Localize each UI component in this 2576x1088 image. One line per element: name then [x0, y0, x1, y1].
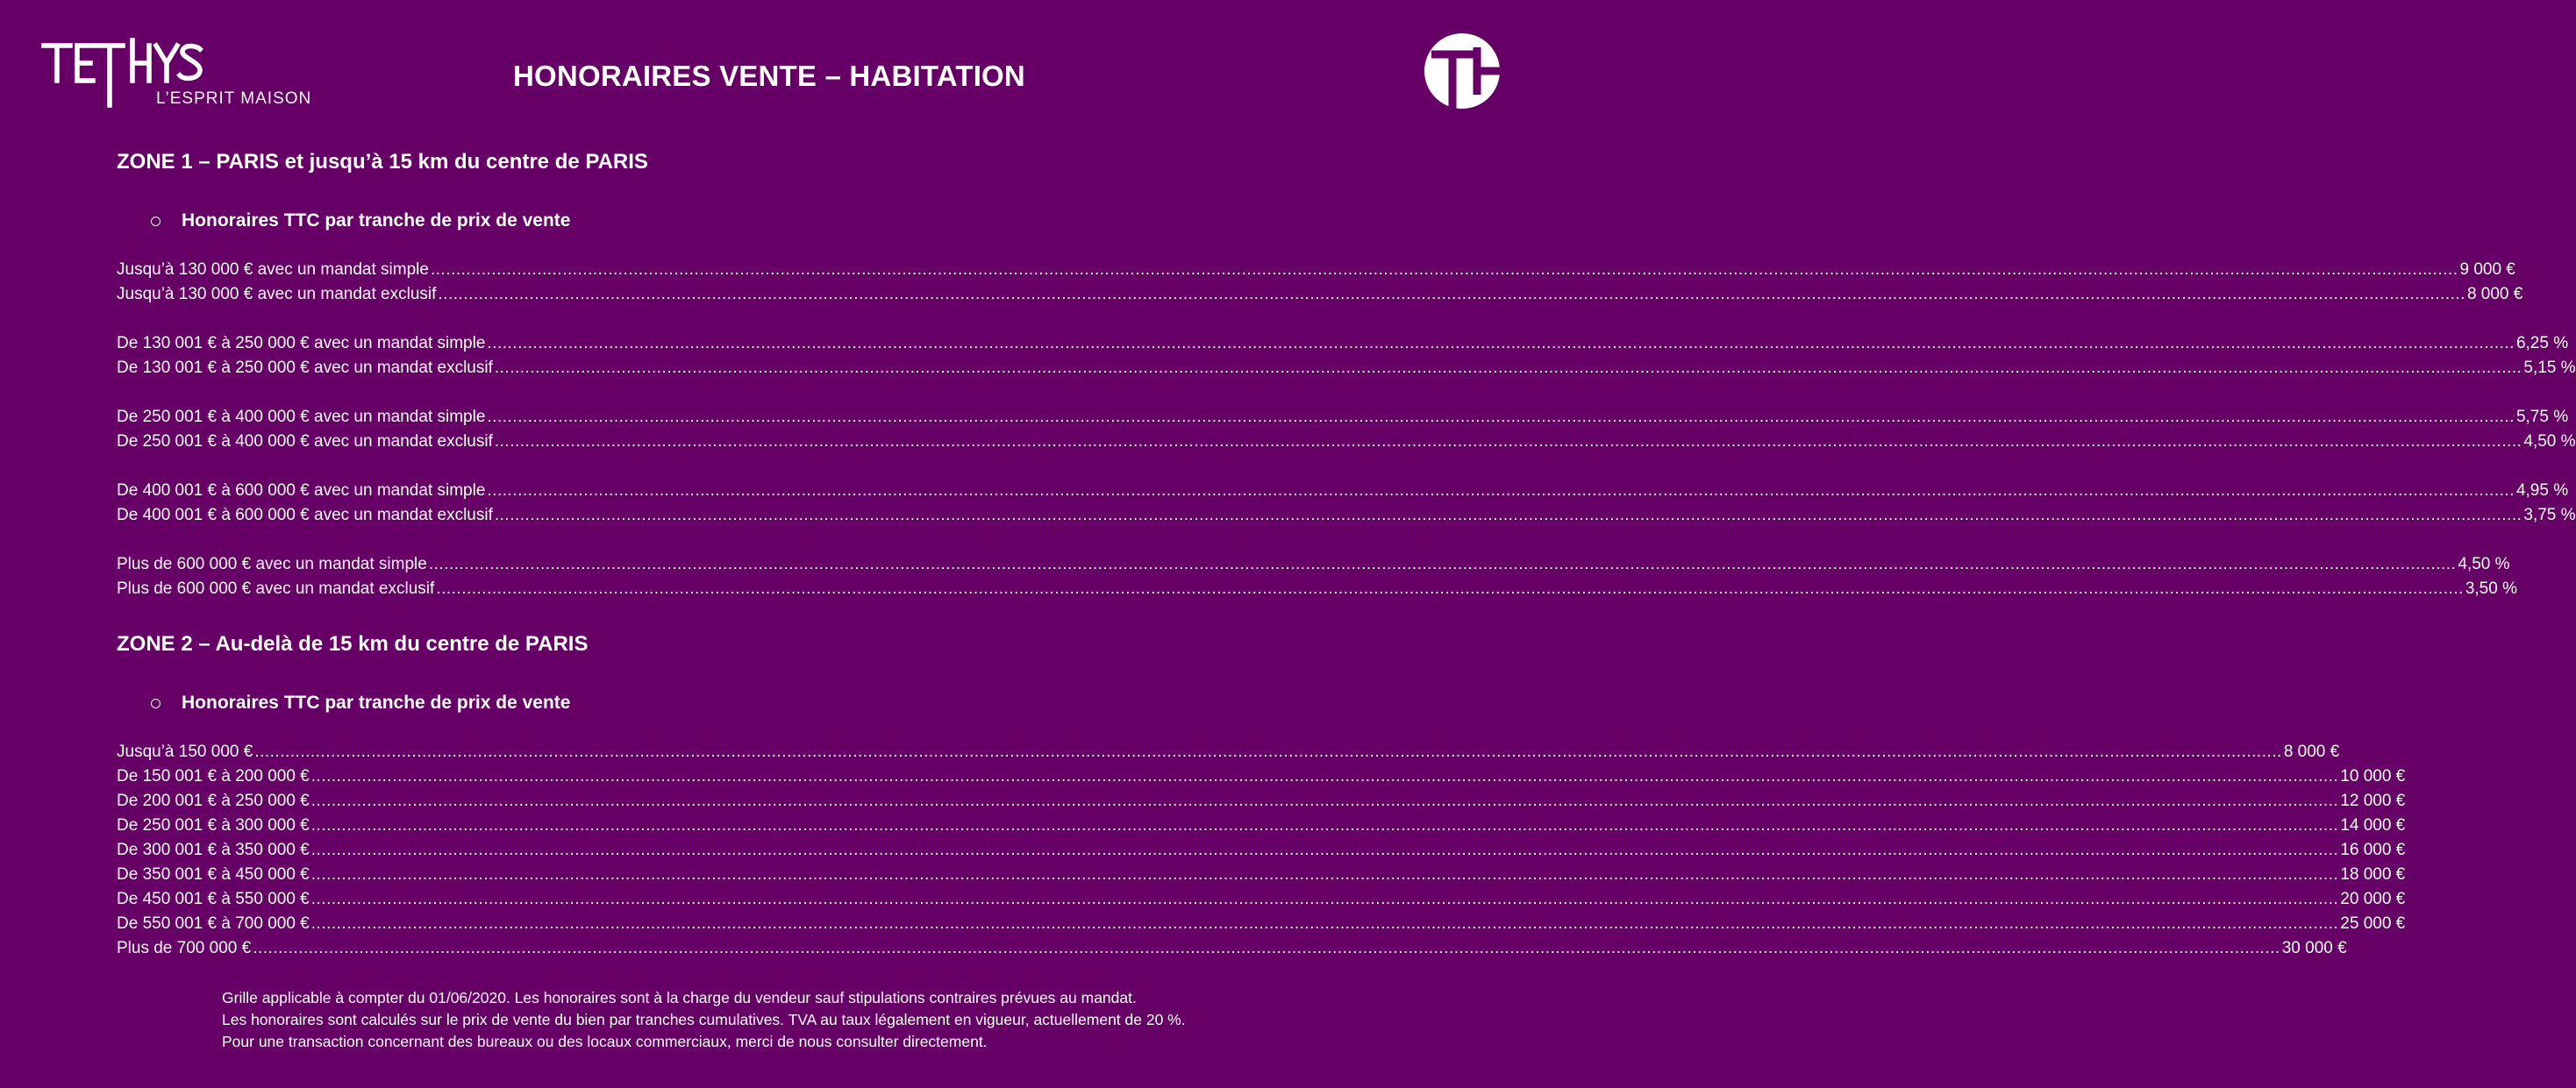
fee-row	[117, 841, 2406, 864]
fee-value: 3,75 %	[2523, 506, 2576, 524]
fee-range-label: Plus de 600 000 € avec un mandat simple	[117, 555, 427, 573]
dot-leader: ................................................................................................................................................................................................................................................................................................................................................................................................................	[487, 334, 2515, 352]
dot-leader: ................................................................................................................................................................................................................................................................................................................................................................................................................	[430, 260, 2458, 279]
bullet-circle-icon	[151, 217, 161, 226]
fee-range-label: De 250 001 € à 300 000 €	[117, 816, 310, 835]
fee-range-label: De 250 001 € à 400 000 € avec un mandat simple	[117, 408, 486, 426]
fee-value: 10 000 €	[2340, 767, 2406, 786]
dot-leader: ................................................................................................................................................................................................................................................................................................................................................................................................................	[436, 580, 2464, 598]
zone2-subheading	[151, 693, 570, 714]
footer-line: Pour une transaction concernant des bureaux ou des locaux commerciaux, merci de nous consulter directement.	[222, 1033, 988, 1050]
fee-value: 6,25 %	[2515, 334, 2569, 352]
dot-leader: ................................................................................................................................................................................................................................................................................................................................................................................................................	[253, 939, 2280, 957]
brand-tagline: L’ESPRIT MAISON	[156, 89, 312, 108]
fee-value: 18 000 €	[2340, 865, 2406, 884]
fee-value: 3,50 %	[2465, 580, 2517, 598]
fee-range-label: De 130 001 € à 250 000 € avec un mandat exclusif	[117, 359, 493, 377]
page-title: HONORAIRES VENTE – HABITATION	[513, 60, 1025, 92]
fee-range-label: De 450 001 € à 550 000 €	[117, 890, 310, 908]
zone1-subheading	[151, 210, 570, 231]
fee-value: 14 000 €	[2340, 816, 2406, 835]
fee-range-label: De 300 001 € à 350 000 €	[117, 841, 310, 859]
fee-row	[117, 767, 2406, 790]
fee-row	[117, 939, 2347, 962]
dot-leader: ................................................................................................................................................................................................................................................................................................................................................................................................................	[438, 285, 2465, 303]
fee-value: 25 000 €	[2340, 914, 2406, 933]
fee-value: 4,95 %	[2515, 481, 2569, 500]
fee-value: 4,50 %	[2458, 555, 2510, 573]
fee-row	[117, 580, 2517, 602]
fee-range-label: De 250 001 € à 400 000 € avec un mandat exclusif	[117, 432, 493, 451]
dot-leader: ................................................................................................................................................................................................................................................................................................................................................................................................................	[254, 743, 2282, 761]
dot-leader: ................................................................................................................................................................................................................................................................................................................................................................................................................	[487, 481, 2515, 500]
footer-line: Les honoraires sont calculés sur le prix de vente du bien par tranches cumulatives. TVA au taux légalement en vigueur, actuellement de 20 %.	[222, 1011, 1186, 1028]
fee-row	[117, 792, 2406, 814]
fee-row	[117, 432, 2576, 455]
fee-range-label: Jusqu’à 130 000 € avec un mandat exclusif	[117, 285, 437, 303]
footer-notes	[222, 987, 1186, 1053]
dot-leader: ................................................................................................................................................................................................................................................................................................................................................................................................................	[494, 506, 2522, 524]
fee-value: 4,50 %	[2523, 432, 2576, 451]
dot-leader: ................................................................................................................................................................................................................................................................................................................................................................................................................	[428, 555, 2457, 573]
fee-value: 16 000 €	[2340, 841, 2406, 859]
dot-leader: ................................................................................................................................................................................................................................................................................................................................................................................................................	[310, 865, 2339, 884]
fee-range-label: Plus de 600 000 € avec un mandat exclusif	[117, 580, 435, 598]
dot-leader: ................................................................................................................................................................................................................................................................................................................................................................................................................	[310, 914, 2339, 933]
fee-value: 9 000 €	[2459, 260, 2515, 279]
fee-row	[117, 506, 2576, 529]
fee-row	[117, 334, 2569, 357]
fee-range-label: Plus de 700 000 €	[117, 939, 252, 957]
fee-range-label: De 350 001 € à 450 000 €	[117, 865, 310, 884]
dot-leader: ................................................................................................................................................................................................................................................................................................................................................................................................................	[310, 890, 2339, 908]
fee-row	[117, 914, 2406, 937]
fee-range-label: De 130 001 € à 250 000 € avec un mandat simple	[117, 334, 486, 352]
fee-range-label: De 150 001 € à 200 000 €	[117, 767, 310, 786]
dot-leader: ................................................................................................................................................................................................................................................................................................................................................................................................................	[494, 432, 2522, 451]
fee-range-label: Jusqu’à 150 000 €	[117, 743, 253, 761]
fee-value: 8 000 €	[2283, 743, 2340, 761]
fee-row	[117, 408, 2569, 430]
fee-value: 20 000 €	[2340, 890, 2406, 908]
dot-leader: ................................................................................................................................................................................................................................................................................................................................................................................................................	[310, 841, 2339, 859]
fee-row	[117, 890, 2406, 913]
fee-value: 12 000 €	[2340, 792, 2406, 810]
fee-range-label: Jusqu’à 130 000 € avec un mandat simple	[117, 260, 429, 279]
footer-line: Grille applicable à compter du 01/06/2020. Les honoraires sont à la charge du vendeur sauf stipulations contraires prévues au mandat.	[222, 989, 1137, 1006]
zone1-title: ZONE 1 – PARIS et jusqu’à 15 km du centre de PARIS	[117, 150, 648, 174]
dot-leader: ................................................................................................................................................................................................................................................................................................................................................................................................................	[310, 792, 2339, 810]
fee-row	[117, 359, 2576, 381]
fee-row	[117, 555, 2510, 578]
fee-range-label: De 550 001 € à 700 000 €	[117, 914, 310, 933]
zone2-subheading-label: Honoraires TTC par tranche de prix de vente	[182, 693, 571, 713]
fee-range-label: De 200 001 € à 250 000 €	[117, 792, 310, 810]
fee-value: 5,15 %	[2523, 359, 2576, 377]
bullet-circle-icon	[151, 699, 161, 708]
fee-row	[117, 816, 2406, 839]
fee-value: 8 000 €	[2466, 285, 2523, 303]
fee-range-label: De 400 001 € à 600 000 € avec un mandat simple	[117, 481, 486, 500]
dot-leader: ................................................................................................................................................................................................................................................................................................................................................................................................................	[310, 816, 2339, 835]
fee-row	[117, 865, 2406, 888]
fee-value: 30 000 €	[2281, 939, 2347, 957]
fee-value: 5,75 %	[2515, 408, 2569, 426]
dot-leader: ................................................................................................................................................................................................................................................................................................................................................................................................................	[310, 767, 2339, 786]
dot-leader: ................................................................................................................................................................................................................................................................................................................................................................................................................	[494, 359, 2522, 377]
fee-row	[117, 481, 2569, 504]
zone2-title: ZONE 2 – Au-delà de 15 km du centre de PARIS	[117, 632, 589, 656]
fee-row	[117, 260, 2515, 283]
fee-range-label: De 400 001 € à 600 000 € avec un mandat exclusif	[117, 506, 493, 524]
fee-row	[117, 285, 2523, 308]
dot-leader: ................................................................................................................................................................................................................................................................................................................................................................................................................	[487, 408, 2515, 426]
zone1-subheading-label: Honoraires TTC par tranche de prix de vente	[182, 210, 571, 231]
fee-row	[117, 743, 2340, 765]
